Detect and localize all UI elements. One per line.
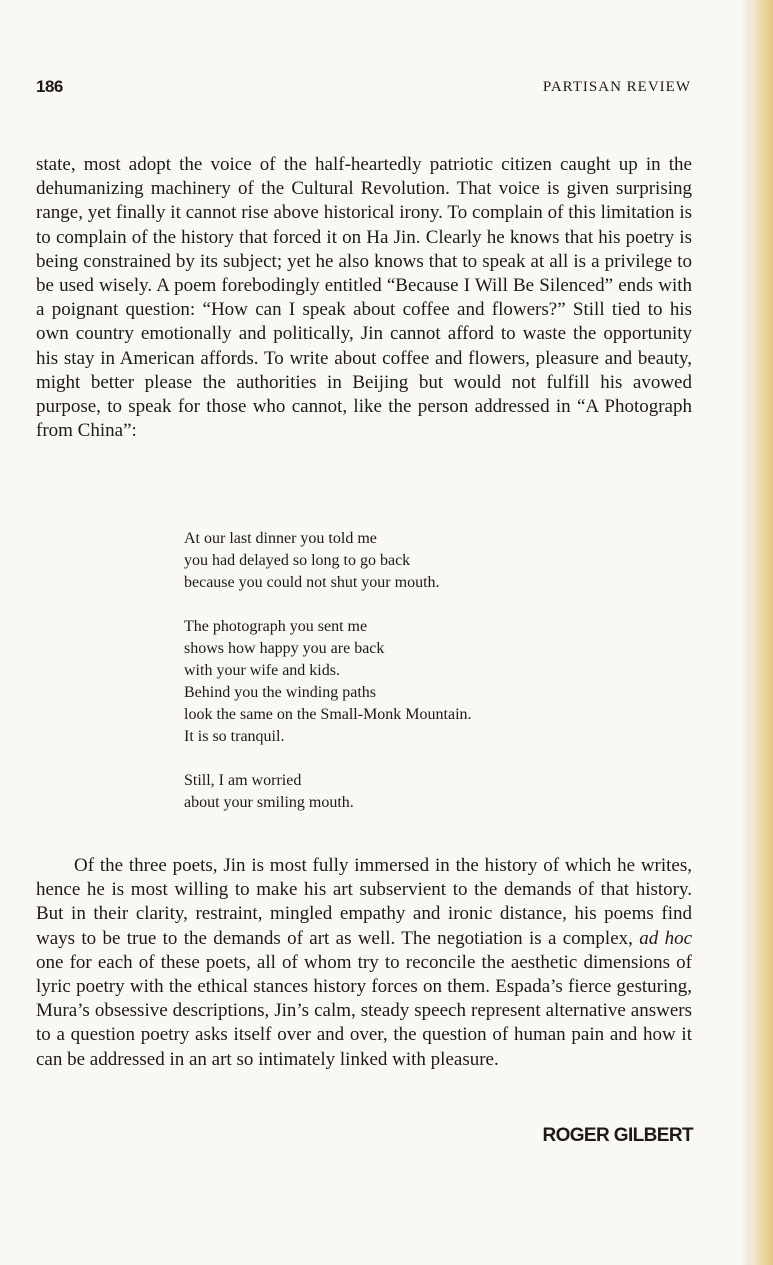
poem-line: It is so tranquil. xyxy=(184,728,285,745)
body-paragraph-2 xyxy=(36,854,692,1072)
poem-excerpt xyxy=(184,528,472,814)
poem-line: At our last dinner you told me xyxy=(184,530,377,547)
body-paragraph-1 xyxy=(36,153,692,443)
poem-line: because you could not shut your mouth. xyxy=(184,574,440,591)
paragraph-text xyxy=(36,854,692,1072)
paragraph-text-part: one for each of these poets, all of whom try to reconcile the aesthetic dimensions of lyric poetry with the ethical stances history forces on them. Espada’s fierce gesturing, Mura’s obsessive descriptions, Jin’s calm, steady speech represent alternative answers to a question poetry asks itself over and over, the question of human pain and how it can be addressed in an art so intimately linked with pleasure. xyxy=(36,951,692,1070)
paragraph-text-part: Of the three poets, Jin is most fully immersed in the history of which he writes, hence he is most willing to make his art subservient to the demands of that history. But in their clarity, restraint, mingled empathy and ironic distance, his poems find ways to be true to the demands of art as well. The negotiation is a complex, xyxy=(36,855,692,949)
poem-line: about your smiling mouth. xyxy=(184,794,354,811)
poem-stanza-1 xyxy=(184,528,472,594)
page-edge xyxy=(751,0,773,1265)
poem-stanza-3 xyxy=(184,770,472,814)
italic-phrase: ad hoc xyxy=(639,927,692,949)
poem-line: shows how happy you are back xyxy=(184,640,385,657)
author-signature: ROGER GILBERT xyxy=(542,1125,693,1146)
paragraph-text: state, most adopt the voice of the half-heartedly patriotic citizen caught up in the dehumanizing machinery of the Cultural Revolution. That voice is given surprising range, yet finally it cannot rise above historical irony. To complain of this limitation is to complain of the history that forced it on Ha Jin. Clearly he knows that his poetry is being constrained by its subject; yet he also knows that to speak at all is a privilege to be used wisely. A poem forebodingly entitled “Because I Will Be Silenced” ends with a poignant question: “How can I speak about coffee and flowers?” Still tied to his own country emotionally and politically, Jin cannot afford to waste the opportunity his stay in American affords. To write about coffee and flowers, pleasure and beauty, might better please the authorities in Beijing but would not fulfill his avowed purpose, to speak for those who cannot, like the person addressed in “A Photograph from China”: xyxy=(36,154,692,442)
poem-line: with your wife and kids. xyxy=(184,662,340,679)
binding-shadow xyxy=(741,0,751,1265)
poem-line: The photograph you sent me xyxy=(184,618,368,635)
running-head: PARTISAN REVIEW xyxy=(542,79,691,95)
poem-line: you had delayed so long to go back xyxy=(184,552,411,569)
poem-stanza-2 xyxy=(184,616,472,748)
poem-line: look the same on the Small-Monk Mountain. xyxy=(184,706,472,723)
page-number: 186 xyxy=(36,77,63,96)
poem-line: Behind you the winding paths xyxy=(184,684,376,701)
poem-line: Still, I am worried xyxy=(184,772,302,789)
